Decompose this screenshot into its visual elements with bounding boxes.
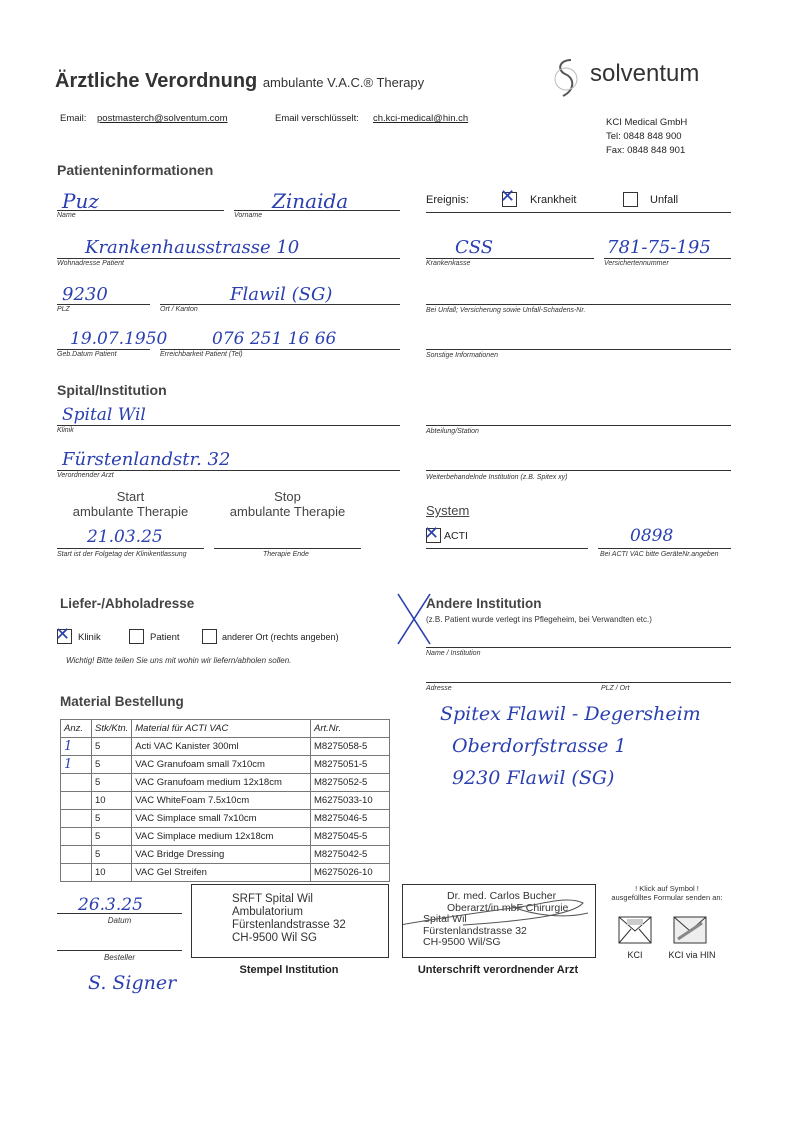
geraet-nr-line bbox=[598, 548, 731, 549]
patient-plz-value[interactable]: 9230 bbox=[62, 284, 108, 305]
ereignis-label: Ereignis: bbox=[426, 194, 469, 206]
datum-line bbox=[57, 913, 182, 914]
table-row bbox=[61, 864, 390, 882]
krankheit-check-icon: ✕ bbox=[500, 186, 516, 206]
artnr-cell: M8275051-5 bbox=[311, 756, 390, 774]
stk-cell: 5 bbox=[92, 774, 132, 792]
anz-cell[interactable]: 1 bbox=[61, 738, 92, 756]
patient-name-value[interactable]: Puz bbox=[62, 189, 99, 213]
liefer-heading: Liefer-/Abholadresse bbox=[60, 596, 195, 611]
table-row bbox=[61, 810, 390, 828]
stamp-institution[interactable] bbox=[191, 884, 389, 958]
besteller-label: Besteller bbox=[103, 953, 136, 962]
patient-vorname-value[interactable]: Zinaida bbox=[272, 189, 349, 213]
col-material-header: Material für ACTI VAC bbox=[132, 720, 311, 738]
artnr-cell: M8275058-5 bbox=[311, 738, 390, 756]
email-enc-label: Email verschlüsselt: bbox=[275, 113, 359, 124]
spital-heading: Spital/Institution bbox=[57, 382, 167, 398]
patient-vorname-line bbox=[234, 210, 400, 211]
besteller-value[interactable]: S. Signer bbox=[88, 972, 177, 994]
andere-line-3[interactable]: 9230 Flawil (SG) bbox=[452, 767, 615, 789]
stk-cell: 5 bbox=[92, 828, 132, 846]
start-heading: Start ambulante Therapie bbox=[72, 489, 189, 519]
stop-date-label: Therapie Ende bbox=[263, 551, 309, 558]
anz-cell[interactable]: 1 bbox=[61, 756, 92, 774]
krankenkasse-label: Krankenkasse bbox=[426, 260, 471, 267]
artnr-cell: M8275045-5 bbox=[311, 828, 390, 846]
kci-mail-icon[interactable] bbox=[617, 915, 653, 945]
abteilung-label: Abteilung/Station bbox=[426, 428, 479, 435]
system-heading: System bbox=[426, 503, 470, 518]
stamp-arzt-text: Dr. med. Carlos Bucher Oberarzt/in mbF Chirurgie Spital Wil Fürstenlandstrasse 32 CH-9500 Wil/SG bbox=[423, 890, 569, 948]
patient-tel-line bbox=[160, 349, 400, 350]
start-date-line bbox=[57, 548, 204, 549]
patient-tel-value[interactable]: 076 251 16 66 bbox=[212, 329, 337, 349]
weiter-line bbox=[426, 470, 731, 471]
kci-label: KCI bbox=[627, 950, 643, 960]
material-cell: VAC Simplace small 7x10cm bbox=[132, 810, 311, 828]
kci-hin-mail-icon[interactable] bbox=[672, 915, 708, 945]
table-row bbox=[61, 792, 390, 810]
email-label: Email: bbox=[60, 113, 87, 124]
material-cell: Acti VAC Kanister 300ml bbox=[132, 738, 311, 756]
stop-date-line bbox=[214, 548, 361, 549]
patient-dob-label: Geb.Datum Patient bbox=[57, 351, 117, 358]
artnr-cell: M8275052-5 bbox=[311, 774, 390, 792]
unfall-nr-line bbox=[426, 304, 731, 305]
liefer-anderer-checkbox[interactable] bbox=[202, 629, 217, 644]
unfall-label: Unfall bbox=[650, 194, 679, 206]
krankenkasse-line bbox=[426, 258, 594, 259]
krankenkasse-value[interactable]: CSS bbox=[455, 237, 494, 258]
patient-address-line bbox=[57, 258, 400, 259]
send-note: ! Klick auf Symbol ! ausgefülltes Formular senden an: bbox=[611, 884, 723, 902]
anz-cell[interactable] bbox=[61, 828, 92, 846]
artnr-cell: M6275033-10 bbox=[311, 792, 390, 810]
email-link[interactable]: postmasterch@solventum.com bbox=[97, 113, 228, 124]
liefer-patient-checkbox[interactable] bbox=[129, 629, 144, 644]
patient-dob-line bbox=[57, 349, 150, 350]
table-row bbox=[61, 774, 390, 792]
artnr-cell: M8275046-5 bbox=[311, 810, 390, 828]
unfall-nr-label: Bei Unfall; Versicherung sowie Unfall-Schadens-Nr. bbox=[426, 307, 586, 314]
andere-adresse-label: Adresse bbox=[426, 685, 452, 692]
stamp-institution-text: SRFT Spital Wil Ambulatorium Fürstenlandstrasse 32 CH-9500 Wil SG bbox=[232, 893, 346, 944]
material-cell: VAC Bridge Dressing bbox=[132, 846, 311, 864]
material-cell: VAC Simplace medium 12x18cm bbox=[132, 828, 311, 846]
company-fax: Fax: 0848 848 901 bbox=[606, 145, 686, 156]
start-date-label: Start ist der Folgetag der Klinikentlassung bbox=[57, 551, 187, 558]
table-row bbox=[61, 756, 390, 774]
arzt-value[interactable]: Fürstenlandstr. 32 bbox=[62, 449, 231, 470]
material-table bbox=[60, 719, 390, 882]
stamp-institution-label: Stempel Institution bbox=[239, 964, 339, 976]
anz-cell[interactable] bbox=[61, 774, 92, 792]
solventum-logo-icon bbox=[553, 56, 579, 102]
patient-ort-label: Ort / Kanton bbox=[160, 306, 198, 313]
liefer-patient-label: Patient bbox=[150, 632, 180, 643]
brand-name: solventum bbox=[590, 60, 700, 87]
besteller-line bbox=[57, 950, 182, 951]
stk-cell: 5 bbox=[92, 756, 132, 774]
col-stk-header: Stk/Ktn. bbox=[92, 720, 132, 738]
signature-scribble bbox=[403, 885, 595, 957]
patient-vorname-label: Vorname bbox=[234, 212, 263, 219]
anz-cell[interactable] bbox=[61, 864, 92, 882]
anz-cell[interactable] bbox=[61, 846, 92, 864]
patient-dob-value[interactable]: 19.07.1950 bbox=[70, 329, 168, 349]
material-cell: VAC Granufoam small 7x10cm bbox=[132, 756, 311, 774]
company-tel: Tel: 0848 848 900 bbox=[606, 131, 682, 142]
andere-plz-label: PLZ / Ort bbox=[601, 685, 630, 692]
form-title: Ärztliche Verordnung ambulante V.A.C.® Therapy bbox=[55, 70, 425, 92]
table-row bbox=[61, 828, 390, 846]
patient-address-label: Wohnadresse Patient bbox=[57, 260, 124, 267]
unfall-checkbox[interactable] bbox=[623, 192, 638, 207]
patient-ort-line bbox=[160, 304, 400, 305]
geraet-nr-value[interactable]: 0898 bbox=[630, 526, 674, 546]
klinik-line bbox=[57, 425, 400, 426]
anz-cell[interactable] bbox=[61, 810, 92, 828]
patient-name-line bbox=[57, 210, 224, 211]
company-name: KCI Medical GmbH bbox=[606, 117, 688, 128]
table-row bbox=[61, 738, 390, 756]
patient-tel-label: Erreichbarkeit Patient (Tel) bbox=[160, 351, 243, 358]
liefer-note: Wichtig! Bitte teilen Sie uns mit wohin wir liefern/abholen sollen. bbox=[66, 656, 292, 665]
datum-label: Datum bbox=[107, 916, 132, 925]
kci-hin-label: KCI via HIN bbox=[668, 950, 716, 960]
stk-cell: 5 bbox=[92, 810, 132, 828]
system-line bbox=[426, 548, 588, 549]
stk-cell: 5 bbox=[92, 738, 132, 756]
patient-ort-value[interactable]: Flawil (SG) bbox=[230, 284, 333, 305]
ereignis-line bbox=[426, 212, 731, 213]
stk-cell: 5 bbox=[92, 846, 132, 864]
patient-name-label: Name bbox=[57, 212, 76, 219]
klinik-label: Klinik bbox=[57, 427, 74, 434]
arzt-line bbox=[57, 470, 400, 471]
stk-cell: 10 bbox=[92, 792, 132, 810]
stamp-arzt-label: Unterschrift verordnender Arzt bbox=[417, 964, 579, 976]
abteilung-line bbox=[426, 425, 731, 426]
material-cell: VAC Gel Streifen bbox=[132, 864, 311, 882]
klinik-value[interactable]: Spital Wil bbox=[62, 405, 146, 425]
patient-plz-label: PLZ bbox=[57, 306, 70, 313]
stk-cell: 10 bbox=[92, 864, 132, 882]
patient-heading: Patienteninformationen bbox=[57, 162, 214, 178]
geraet-nr-label: Bei ACTI VAC bitte GeräteNr.angeben bbox=[600, 551, 719, 558]
andere-name-label: Name / Institution bbox=[426, 650, 481, 657]
andere-adresse-line bbox=[426, 682, 731, 683]
stamp-arzt[interactable] bbox=[402, 884, 596, 958]
andere-note: (z.B. Patient wurde verlegt ins Pflegeheim, bei Verwandten etc.) bbox=[426, 615, 652, 624]
stop-heading: Stop ambulante Therapie bbox=[229, 489, 346, 519]
versichertennummer-value[interactable]: 781-75-195 bbox=[607, 237, 711, 258]
krankheit-label: Krankheit bbox=[530, 194, 577, 206]
datum-value[interactable]: 26.3.25 bbox=[78, 895, 143, 915]
weiter-label: Weiterbehandelnde Institution (z.B. Spitex xy) bbox=[426, 474, 568, 481]
versichertennummer-label: Versichertennummer bbox=[604, 260, 669, 267]
table-row bbox=[61, 846, 390, 864]
arzt-label: Verordnender Arzt bbox=[57, 472, 114, 479]
acti-check-icon: ✕ bbox=[424, 523, 440, 543]
sonstige-label: Sonstige Informationen bbox=[426, 352, 498, 359]
col-anz-header: Anz. bbox=[61, 720, 92, 738]
form-subtitle: ambulante V.A.C.® Therapy bbox=[262, 75, 425, 90]
sonstige-line bbox=[426, 349, 731, 350]
email-enc-link[interactable]: ch.kci-medical@hin.ch bbox=[373, 113, 469, 124]
liefer-klinik-label: Klinik bbox=[78, 632, 101, 643]
patient-plz-line bbox=[57, 304, 150, 305]
acti-label: ACTI bbox=[444, 530, 468, 542]
andere-line-1[interactable]: Spitex Flawil - Degersheim bbox=[440, 703, 701, 725]
artnr-cell: M6275026-10 bbox=[311, 864, 390, 882]
start-date-value[interactable]: 21.03.25 bbox=[87, 527, 163, 547]
material-header-row bbox=[61, 720, 390, 738]
patient-address-value[interactable]: Krankenhausstrasse 10 bbox=[85, 237, 300, 258]
material-heading: Material Bestellung bbox=[60, 694, 184, 709]
andere-name-line bbox=[426, 647, 731, 648]
versichertennummer-line bbox=[604, 258, 731, 259]
material-cell: VAC Granufoam medium 12x18cm bbox=[132, 774, 311, 792]
liefer-klinik-check-icon: ✕ bbox=[55, 624, 71, 644]
col-artnr-header: Art.Nr. bbox=[311, 720, 390, 738]
material-cell: VAC WhiteFoam 7.5x10cm bbox=[132, 792, 311, 810]
liefer-anderer-label: anderer Ort (rechts angeben) bbox=[222, 632, 339, 642]
andere-line-2[interactable]: Oberdorfstrasse 1 bbox=[452, 735, 627, 757]
andere-heading: Andere Institution bbox=[426, 596, 542, 611]
anz-cell[interactable] bbox=[61, 792, 92, 810]
artnr-cell: M8275042-5 bbox=[311, 846, 390, 864]
